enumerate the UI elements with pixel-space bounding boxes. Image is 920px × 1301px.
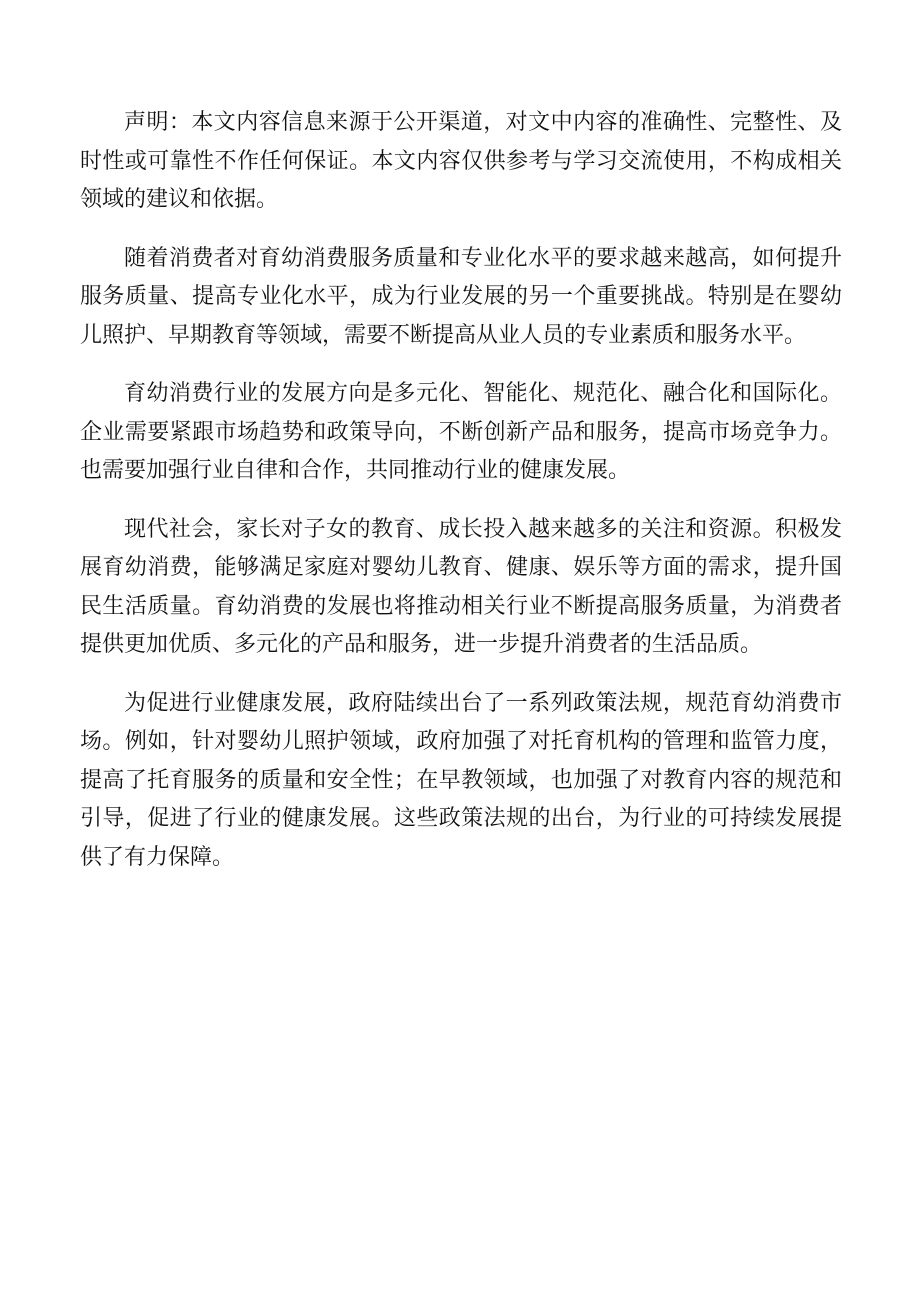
body-paragraph: 现代社会，家长对子女的教育、成长投入越来越多的关注和资源。积极发展育幼消费，能够满足家庭对婴幼儿教育、健康、娱乐等方面的需求，提升国民生活质量。育幼消费的发展也将推动相关行业不断提高服务质量，为消费者提供更加优质、多元化的产品和服务，进一步提升消费者的生活品质。	[80, 516, 842, 657]
body-paragraph: 为促进行业健康发展，政府陆续出台了一系列政策法规，规范育幼消费市场。例如，针对婴幼儿照护领域，政府加强了对托育机构的管理和监管力度，提高了托育服务的质量和安全性；在早教领域，也加强了对教育内容的规范和引导，促进了行业的健康发展。这些政策法规的出台，为行业的可持续发展提供了有力保障。	[80, 690, 842, 870]
disclaimer-paragraph: 声明：本文内容信息来源于公开渠道，对文中内容的准确性、完整性、及时性或可靠性不作任何保证。本文内容仅供参考与学习交流使用，不构成相关领域的建议和依据。	[80, 110, 842, 212]
document-page	[80, 104, 842, 877]
body-paragraph: 随着消费者对育幼消费服务质量和专业化水平的要求越来越高，如何提升服务质量、提高专业化水平，成为行业发展的另一个重要挑战。特别是在婴幼儿照护、早期教育等领域，需要不断提高从业人员的专业素质和服务水平。	[80, 245, 842, 348]
body-paragraph: 育幼消费行业的发展方向是多元化、智能化、规范化、融合化和国际化。企业需要紧跟市场趋势和政策导向，不断创新产品和服务，提高市场竞争力。也需要加强行业自律和合作，共同推动行业的健康发展。	[80, 381, 842, 483]
